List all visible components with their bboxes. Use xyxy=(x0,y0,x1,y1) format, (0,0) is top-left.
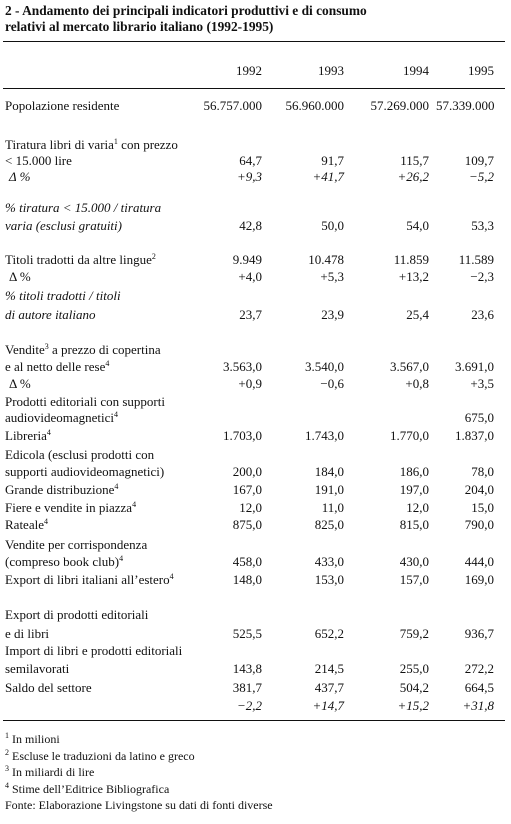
table-row xyxy=(0,642,511,660)
value-cell-1992: 143,8 xyxy=(232,661,262,676)
value-cell-1995: 664,5 xyxy=(464,680,494,695)
footnote-marker: 4 xyxy=(169,572,174,581)
value-cell-1995: 936,7 xyxy=(464,626,494,641)
row-label: varia (esclusi gratuiti) xyxy=(5,218,122,233)
title-line-1: 2 - Andamento dei principali indicatori produttivi e di consumo xyxy=(5,3,367,18)
row-label: Titoli tradotti da altre lingue$^2$ xyxy=(5,252,156,267)
table-row xyxy=(0,625,511,643)
value-cell-1994: 430,0 xyxy=(399,554,429,569)
value-cell-1995: 53,3 xyxy=(471,218,494,233)
value-cell-1993: 11,0 xyxy=(321,500,344,515)
value-cell-1994: +0,8 xyxy=(405,376,429,391)
table-title xyxy=(5,3,505,35)
row-label: (compreso book club)$^4$ xyxy=(5,554,124,569)
row-label: Popolazione residente xyxy=(5,98,120,113)
footnote-marker: 4 xyxy=(46,428,51,437)
value-cell-1995: 169,0 xyxy=(464,572,494,587)
row-label: Vendite per corrispondenza xyxy=(5,537,148,552)
footnote-marker: 4 xyxy=(132,500,137,509)
value-cell-1992: 23,7 xyxy=(239,307,262,322)
value-cell-1993: +5,3 xyxy=(320,269,344,284)
value-cell-1993: 91,7 xyxy=(321,153,344,168)
value-cell-1993: −0,6 xyxy=(320,376,344,391)
value-cell-1994: +15,2 xyxy=(397,698,429,713)
row-label: Δ % xyxy=(9,376,31,391)
value-cell-1992: 9.949 xyxy=(232,252,262,267)
value-cell-1994: +26,2 xyxy=(397,169,429,184)
row-label: Export di libri italiani all’estero$^4$ xyxy=(5,572,174,587)
row-label: Rateale$^4$ xyxy=(5,517,48,532)
year-header-1995: 1995 xyxy=(468,63,494,78)
row-label: Libreria$^4$ xyxy=(5,428,51,443)
value-cell-1994: 157,0 xyxy=(399,572,429,587)
row-label: Export di prodotti editoriali xyxy=(5,607,149,622)
value-cell-1995: 23,6 xyxy=(471,307,494,322)
row-label: Import di libri e prodotti editoriali xyxy=(5,643,183,658)
value-cell-1995: 1.837,0 xyxy=(455,428,494,443)
table-row xyxy=(0,358,511,376)
table-row xyxy=(0,463,511,481)
value-cell-1992: 525,5 xyxy=(232,626,262,641)
table-row xyxy=(0,306,511,324)
value-cell-1995: +3,5 xyxy=(470,376,494,391)
value-cell-1994: 759,2 xyxy=(399,626,429,641)
table-row xyxy=(0,268,511,286)
value-cell-1994: 57.269.000 xyxy=(370,98,429,113)
table-row xyxy=(0,251,511,269)
row-label: Vendite$^3$ a prezzo di copertina xyxy=(5,342,161,357)
table-row xyxy=(0,571,511,589)
value-cell-1993: 3.540,0 xyxy=(305,359,344,374)
value-cell-1995: +31,8 xyxy=(462,698,494,713)
year-header-1993: 1993 xyxy=(318,63,344,78)
footnotes xyxy=(5,731,273,814)
table-row xyxy=(0,375,511,393)
value-cell-1995: 675,0 xyxy=(464,410,494,425)
table-row xyxy=(0,446,511,464)
footnote-marker: 4 xyxy=(105,359,110,368)
value-cell-1995: 444,0 xyxy=(464,554,494,569)
footnote-marker: 2 xyxy=(151,252,156,261)
value-cell-1995: 790,0 xyxy=(464,517,494,532)
row-label: e di libri xyxy=(5,626,50,641)
value-cell-1993: 56.960.000 xyxy=(285,98,344,113)
value-cell-1993: 191,0 xyxy=(314,482,344,497)
row-label: e al netto delle rese$^4$ xyxy=(5,359,110,374)
footnote: $^4$ Stime dell’Editrice Bibliografica xyxy=(5,780,170,796)
row-label: Saldo del settore xyxy=(5,680,92,695)
value-cell-1994: +13,2 xyxy=(398,269,429,284)
footnote: $^2$ Escluse le traduzioni da latino e greco xyxy=(5,747,195,763)
table-row xyxy=(0,697,511,715)
value-cell-1993: 153,0 xyxy=(314,572,344,587)
row-label: Prodotti editoriali con supporti xyxy=(5,394,165,409)
value-cell-1994: 815,0 xyxy=(399,517,429,532)
top-rule xyxy=(3,41,505,42)
row-label: Δ % xyxy=(9,269,31,284)
table-row xyxy=(0,536,511,554)
value-cell-1993: +41,7 xyxy=(312,169,344,184)
footnote-marker: 4 xyxy=(114,482,119,491)
value-cell-1995: −2,3 xyxy=(470,269,494,284)
footnote-marker: 4 xyxy=(119,554,124,563)
value-cell-1992: +4,0 xyxy=(238,269,262,284)
value-cell-1993: 23,9 xyxy=(321,307,344,322)
value-cell-1992: −2,2 xyxy=(236,698,262,713)
value-cell-1993: 437,7 xyxy=(314,680,344,695)
value-cell-1993: 10.478 xyxy=(308,252,344,267)
header-rule xyxy=(3,88,505,89)
table-row xyxy=(0,168,511,186)
table-row xyxy=(0,499,511,517)
table-row xyxy=(0,199,511,217)
value-cell-1992: 42,8 xyxy=(239,218,262,233)
value-cell-1994: 12,0 xyxy=(406,500,429,515)
value-cell-1993: 652,2 xyxy=(314,626,344,641)
value-cell-1992: 200,0 xyxy=(232,464,262,479)
row-label: Fiere e vendite in piazza$^4$ xyxy=(5,500,137,515)
value-cell-1995: 11.589 xyxy=(458,252,494,267)
footnote-marker: 4 xyxy=(43,517,48,526)
value-cell-1992: +9,3 xyxy=(236,169,262,184)
row-label: Δ % xyxy=(9,169,31,184)
value-cell-1992: 64,7 xyxy=(239,153,262,168)
table-row xyxy=(0,97,511,115)
value-cell-1993: 825,0 xyxy=(314,517,344,532)
value-cell-1994: 3.567,0 xyxy=(390,359,429,374)
row-label: semilavorati xyxy=(5,661,70,676)
row-label: % titoli tradotti / titoli xyxy=(5,288,121,303)
value-cell-1995: 109,7 xyxy=(464,153,494,168)
value-cell-1995: 15,0 xyxy=(471,500,494,515)
row-label: supporti audiovideomagnetici) xyxy=(5,464,165,479)
value-cell-1994: 504,2 xyxy=(399,680,429,695)
row-label: Grande distribuzione$^4$ xyxy=(5,482,119,497)
value-cell-1994: 1.770,0 xyxy=(390,428,429,443)
value-cell-1992: 1.703,0 xyxy=(223,428,262,443)
row-label: di autore italiano xyxy=(5,307,96,322)
table-row xyxy=(0,553,511,571)
value-cell-1994: 197,0 xyxy=(399,482,429,497)
value-cell-1992: 3.563,0 xyxy=(223,359,262,374)
value-cell-1992: 12,0 xyxy=(239,500,262,515)
value-cell-1994: 54,0 xyxy=(406,218,429,233)
value-cell-1993: 214,5 xyxy=(314,661,344,676)
value-cell-1993: 50,0 xyxy=(321,218,344,233)
table-row xyxy=(0,481,511,499)
table-row xyxy=(0,516,511,534)
table-row xyxy=(0,287,511,305)
table-row xyxy=(0,660,511,678)
row-label: % tiratura < 15.000 / tiratura xyxy=(5,200,162,215)
value-cell-1994: 11.859 xyxy=(393,252,429,267)
footnote: $^1$ In milioni xyxy=(5,731,60,746)
table-row xyxy=(0,427,511,445)
table-row xyxy=(0,409,511,427)
row-label: Edicola (esclusi prodotti con xyxy=(5,447,155,462)
value-cell-1994: 255,0 xyxy=(399,661,429,676)
table-row xyxy=(0,217,511,235)
row-label: < 15.000 lire xyxy=(5,153,72,168)
row-label: Tiratura libri di varia$^1$ con prezzo xyxy=(5,137,178,152)
value-cell-1992: 167,0 xyxy=(232,482,262,497)
value-cell-1993: 1.743,0 xyxy=(305,428,344,443)
value-cell-1995: 57.339.000 xyxy=(436,98,495,113)
value-cell-1993: 184,0 xyxy=(314,464,344,479)
table-row xyxy=(0,679,511,697)
value-cell-1994: 25,4 xyxy=(406,307,429,322)
value-cell-1992: 875,0 xyxy=(232,517,262,532)
value-cell-1994: 115,7 xyxy=(400,153,429,168)
value-cell-1995: −5,2 xyxy=(468,169,494,184)
table-row xyxy=(0,606,511,624)
table-row xyxy=(0,341,511,359)
year-header-1994: 1994 xyxy=(403,63,429,78)
value-cell-1992: +0,9 xyxy=(238,376,262,391)
footnote-marker: 1 xyxy=(113,137,118,146)
value-cell-1995: 3.691,0 xyxy=(455,359,494,374)
value-cell-1992: 381,7 xyxy=(232,680,262,695)
bottom-rule xyxy=(3,720,505,721)
year-header-1992: 1992 xyxy=(236,63,262,78)
row-label: audiovideomagnetici$^4$ xyxy=(5,410,119,425)
footnote: Fonte: Elaborazione Livingstone su dati di fonti diverse xyxy=(5,798,273,812)
footnote-marker: 4 xyxy=(114,410,119,419)
value-cell-1994: 186,0 xyxy=(399,464,429,479)
value-cell-1995: 204,0 xyxy=(464,482,494,497)
value-cell-1992: 148,0 xyxy=(232,572,262,587)
value-cell-1993: 433,0 xyxy=(314,554,344,569)
title-line-2: relativi al mercato librario italiano (1992-1995) xyxy=(5,19,274,34)
footnote: $^3$ In miliardi di lire xyxy=(5,764,95,779)
value-cell-1995: 272,2 xyxy=(464,661,494,676)
value-cell-1992: 56.757.000 xyxy=(203,98,262,113)
value-cell-1995: 78,0 xyxy=(471,464,494,479)
footnote-marker: 3 xyxy=(44,342,49,351)
value-cell-1992: 458,0 xyxy=(232,554,262,569)
value-cell-1993: +14,7 xyxy=(312,698,344,713)
